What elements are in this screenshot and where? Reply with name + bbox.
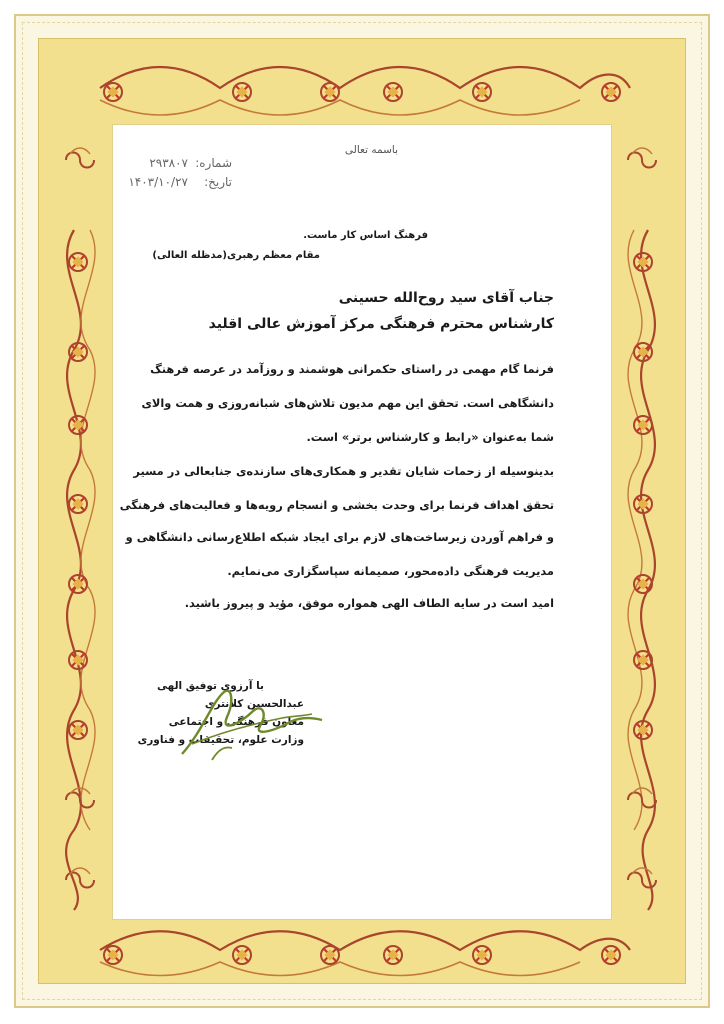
body-line-2: دانشگاهی است. تحقق این مهم مدیون تلاش‌های شبانه‌روزی و همت والای <box>141 396 554 410</box>
body-line-5: تحقق اهداف فرنما برای وحدت بخشی و انسجام رویه‌ها و فعالیت‌های فرهنگی <box>119 498 554 512</box>
letter-date-value: ۱۴۰۳/۱۰/۲۷ <box>128 175 188 189</box>
body-line-6: و فراهم آوردن زیرساخت‌های لازم برای ایجاد شبکه اطلاع‌رسانی دانشگاهی و <box>125 530 554 544</box>
letter-number-label: شماره: <box>195 156 232 170</box>
top-ornament-row <box>100 67 630 115</box>
body-line-8: امید است در سایه الطاف الهی همواره موفق، مؤید و پیروز باشید. <box>184 596 554 610</box>
quote-author: مقام معظم رهبری(مدظله العالی) <box>152 250 320 261</box>
body-line-7: مدیریت فرهنگی داده‌محور، صمیمانه سپاسگزاری می‌نمایم. <box>227 564 554 578</box>
closing-text: با آرزوی توفیق الهی <box>157 680 264 692</box>
letter-heading: باسمه تعالی <box>344 144 398 156</box>
handwritten-signature <box>172 662 332 762</box>
body-line-4: بدینوسیله از زحمات شایان تقدیر و همکاری‌های سازنده‌ی جنابعالی در مسیر <box>133 464 554 478</box>
signer-name: عبدالحسین کلانتری <box>204 698 304 710</box>
body-line-3: شما به‌عنوان «رابط و کارشناس برتر» است. <box>306 430 554 444</box>
recipient-name: جناب آقای سید روح‌الله حسینی <box>338 290 554 306</box>
signer-title: معاون فرهنگی و اجتماعی <box>168 716 304 728</box>
left-ornament-column <box>66 148 95 910</box>
body-line-1: فرنما گام مهمی در راستای حکمرانی هوشمند و روزآمد در عرصه فرهنگ <box>150 362 554 376</box>
quote-text: فرهنگ اساس کار ماست. <box>303 230 428 241</box>
letter-date-label: تاریخ: <box>204 175 232 189</box>
bottom-ornament-row <box>100 931 630 975</box>
signer-organization: وزارت علوم، تحقیقات و فناوری <box>137 734 304 746</box>
letter-number-value: ۲۹۳۸۰۷ <box>149 156 188 170</box>
letter-paper <box>112 124 612 920</box>
right-ornament-column <box>628 148 656 910</box>
recipient-title: کارشناس محترم فرهنگی مرکز آموزش عالی اقلید <box>208 316 554 332</box>
